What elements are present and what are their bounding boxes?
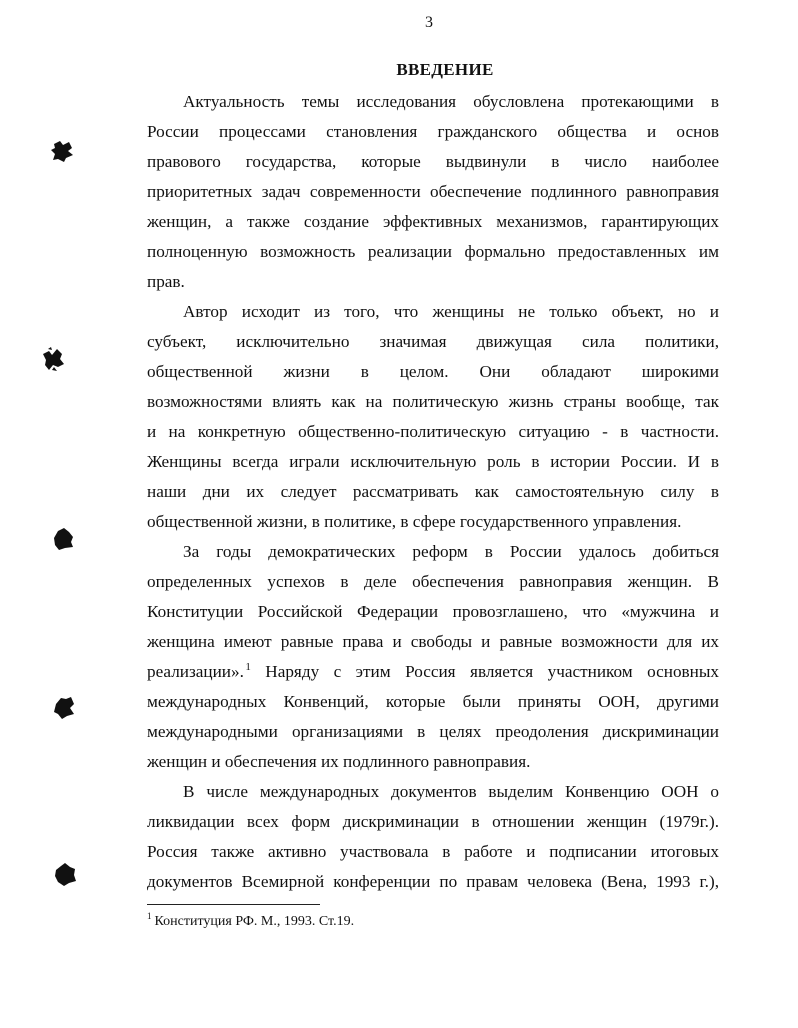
body-text	[147, 87, 719, 897]
text-line: общественной жизни в целом. Они обладают широкими	[147, 362, 719, 381]
text-line: наши дни их следует рассматривать как самостоятельную силу в	[147, 482, 719, 501]
binder-hole-icon	[49, 138, 75, 164]
binder-hole-icon	[50, 526, 76, 552]
binder-hole-icon	[52, 861, 78, 887]
text-line: прав.	[147, 272, 185, 291]
text-fragment: Наряду с этим Россия является участником основных	[265, 662, 719, 681]
text-line: женщин, а также создание эффективных механизмов, гарантирующих	[147, 212, 719, 231]
text-line: субъект, исключительно значимая движущая сила политики,	[147, 332, 719, 351]
text-line: и на конкретную общественно-политическую ситуацию - в частности.	[147, 422, 719, 441]
text-line: общественной жизни, в политике, в сфере государственного управления.	[147, 512, 682, 531]
text-line: Женщины всегда играли исключительную роль в истории России. И в	[147, 452, 719, 471]
text-line: Россия также активно участвовала в работе и подписании итоговых	[147, 842, 719, 861]
binder-hole-icon	[40, 346, 66, 372]
footnote	[147, 913, 354, 931]
page-heading: ВВЕДЕНИЕ	[396, 60, 494, 79]
text-fragment: реализации».	[147, 662, 244, 681]
text-line: ликвидации всех форм дискриминации в отношении женщин (1979г.).	[147, 812, 719, 831]
text-line: В числе международных документов выделим Конвенцию ООН о	[183, 782, 719, 801]
text-line: женщина имеют равные права и свободы и равные возможности для их	[147, 632, 719, 651]
footnote-divider	[147, 904, 320, 905]
footnote-reference[interactable]: 1	[245, 661, 251, 673]
text-line: определенных успехов в деле обеспечения равноправия женщин. В	[147, 572, 719, 591]
text-line: женщин и обеспечения их подлинного равноправия.	[147, 752, 531, 771]
footnote-text: Конституция РФ. М., 1993. Ст.19.	[154, 914, 355, 929]
text-line: За годы демократических реформ в России удалось добиться	[183, 542, 719, 561]
text-line: Актуальность темы исследования обусловлена протекающими в	[183, 92, 719, 111]
footnote-marker: 1	[147, 911, 152, 921]
text-line: международных Конвенций, которые были приняты ООН, другими	[147, 692, 719, 711]
text-line: приоритетных задач современности обеспечение подлинного равноправия	[147, 182, 719, 201]
page-number: 3	[425, 14, 433, 31]
text-line: Автор исходит из того, что женщины не только объект, но и	[183, 302, 719, 321]
text-line: Конституции Российской Федерации провозглашено, что «мужчина и	[147, 602, 719, 621]
text-line: возможностями влиять как на политическую жизнь страны вообще, так	[147, 392, 719, 411]
text-line: России процессами становления гражданского общества и основ	[147, 122, 719, 141]
text-line: правового государства, которые выдвинули в число наиболее	[147, 152, 719, 171]
text-line-with-footnote	[147, 657, 719, 687]
text-line: документов Всемирной конференции по правам человека (Вена, 1993 г.),	[147, 872, 719, 891]
binder-hole-icon	[51, 694, 77, 720]
text-line: полноценную возможность реализации формально предоставленных им	[147, 242, 719, 261]
text-line: международными организациями в целях преодоления дискриминации	[147, 722, 719, 741]
